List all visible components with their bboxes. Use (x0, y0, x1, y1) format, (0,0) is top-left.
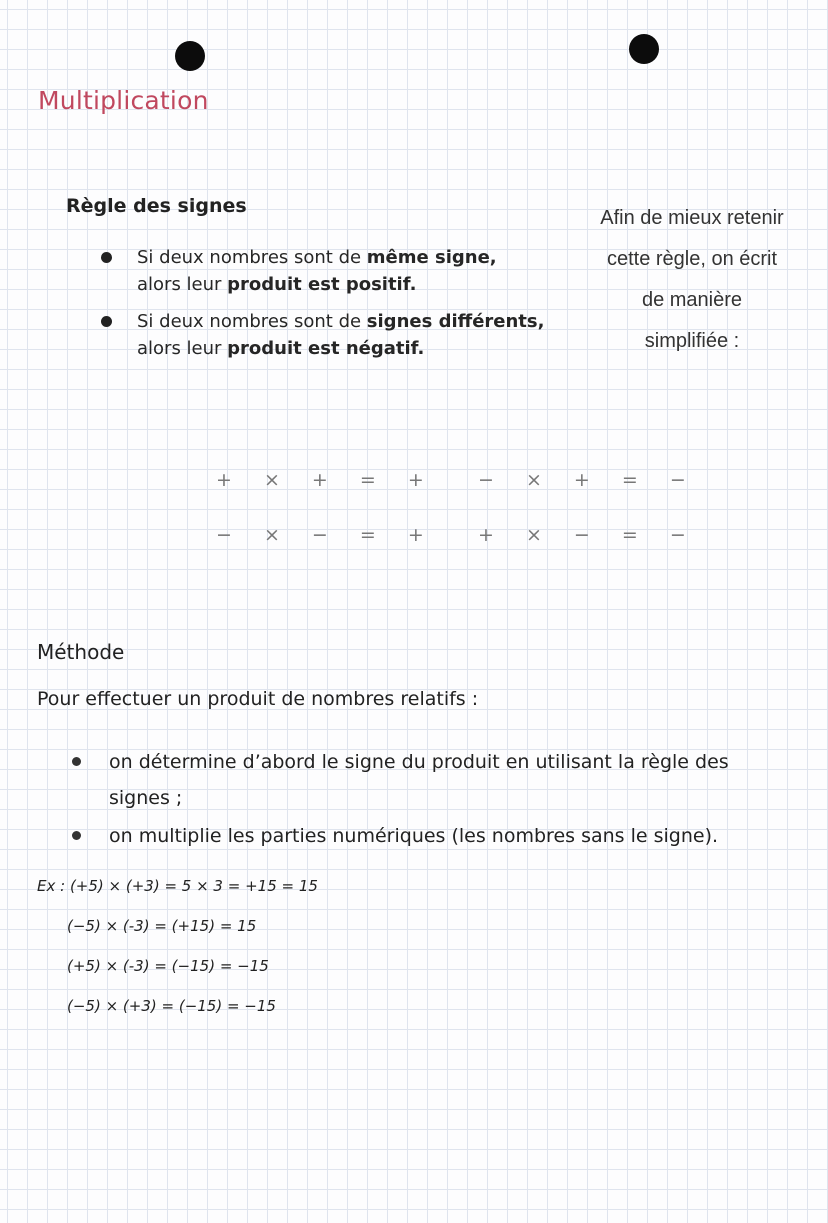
rule-text: Si deux nombres sont de (137, 311, 367, 332)
bullet-icon (101, 252, 112, 263)
sign-rules-list (100, 244, 570, 372)
sign-rule-different (100, 308, 570, 362)
rule-emphasis: produit est positif. (227, 274, 417, 295)
example-line: (+5) × (-3) = (−15) = −15 (67, 957, 269, 975)
rule-text: Si deux nombres sont de (137, 247, 367, 268)
sign-rule-plus-plus: + × + = + (216, 469, 437, 491)
method-steps-list (70, 744, 770, 856)
sign-rule-minus-plus: − × + = − (478, 469, 699, 491)
method-intro: Pour effectuer un produit de nombres relatifs : (37, 688, 479, 710)
example-line: (−5) × (+3) = (−15) = −15 (67, 997, 276, 1015)
sign-rule-minus-minus: − × − = + (216, 524, 437, 546)
method-step-text: on détermine d’abord le signe du produit en utilisant la règle des signes ; (109, 751, 729, 809)
method-heading: Méthode (37, 640, 125, 664)
binder-hole-left (175, 41, 205, 71)
sign-rule-same (100, 244, 570, 298)
method-step-text: on multiplie les parties numériques (les nombres sans le signe). (109, 825, 719, 847)
rule-text: alors leur (137, 338, 228, 359)
rule-heading: Règle des signes (66, 195, 247, 217)
rule-emphasis: produit est négatif. (227, 338, 425, 359)
rule-emphasis: même signe, (366, 247, 497, 268)
sign-rule-plus-minus: + × − = − (478, 524, 699, 546)
method-step (70, 744, 770, 816)
method-step (70, 818, 770, 854)
rule-emphasis: signes différents, (366, 311, 545, 332)
bullet-icon (72, 831, 81, 840)
binder-hole-right (629, 34, 659, 64)
example-line: (−5) × (-3) = (+15) = 15 (67, 917, 257, 935)
page-title: Multiplication (38, 86, 209, 115)
example-line: Ex : (+5) × (+3) = 5 × 3 = +15 = 15 (37, 877, 318, 895)
mnemonic-note: Afin de mieux retenir cette règle, on écrit de manière simplifiée : (600, 207, 784, 352)
rule-text: alors leur (137, 274, 228, 295)
bullet-icon (101, 316, 112, 327)
bullet-icon (72, 757, 81, 766)
